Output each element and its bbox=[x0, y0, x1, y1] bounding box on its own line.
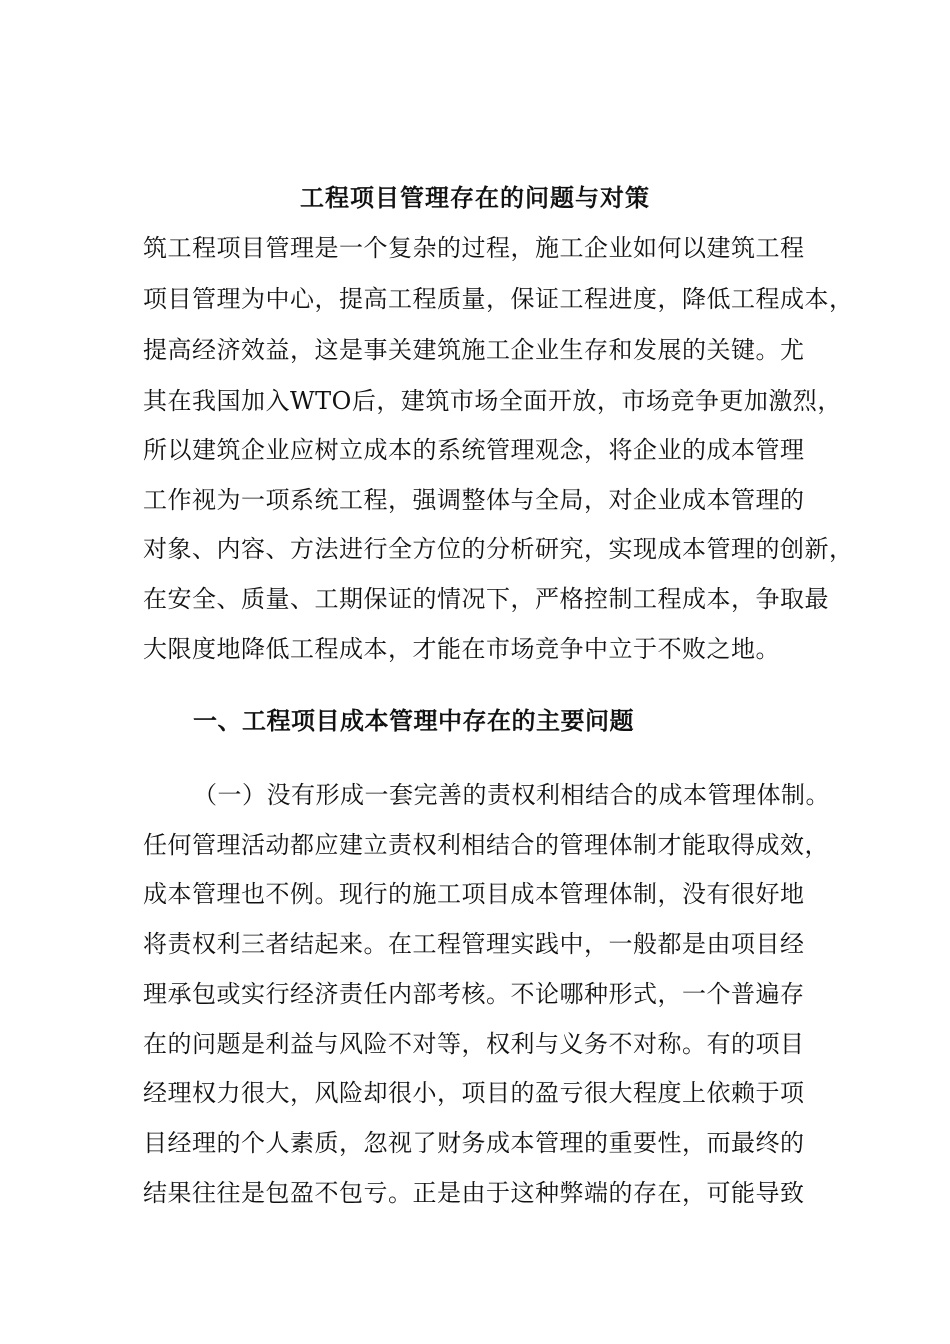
section-heading: 一、工程项目成本管理中存在的主要问题 bbox=[193, 706, 634, 735]
document-title: 工程项目管理存在的问题与对策 bbox=[300, 183, 650, 212]
section-line: 结果往往是包盈不包亏。正是由于这种弊端的存在，可能导致 bbox=[143, 1179, 805, 1207]
section-line: 在的问题是利益与风险不对等，权利与义务不对称。有的项目 bbox=[143, 1030, 805, 1058]
intro-line: 在安全、质量、工期保证的情况下，严格控制工程成本，争取最 bbox=[143, 585, 829, 613]
section-line: 理承包或实行经济责任内部考核。不论哪种形式，一个普遍存 bbox=[143, 980, 805, 1008]
intro-line: 对象、内容、方法进行全方位的分析研究，实现成本管理的创新， bbox=[143, 535, 854, 563]
section-line: 将责权利三者结起来。在工程管理实践中，一般都是由项目经 bbox=[143, 930, 805, 958]
section-line: （一）没有形成一套完善的责权利相结合的成本管理体制。 bbox=[193, 781, 830, 809]
section-line: 经理权力很大，风险却很小，项目的盈亏很大程度上依赖于项 bbox=[143, 1079, 805, 1107]
intro-line: 工作视为一项系统工程，强调整体与全局，对企业成本管理的 bbox=[143, 486, 805, 514]
section-line: 成本管理也不例。现行的施工项目成本管理体制，没有很好地 bbox=[143, 880, 805, 908]
intro-line: 所以建筑企业应树立成本的系统管理观念，将企业的成本管理 bbox=[143, 436, 805, 464]
intro-line: 其在我国加入WTO后，建筑市场全面开放，市场竞争更加激烈， bbox=[143, 387, 842, 415]
intro-line: 项目管理为中心，提高工程质量，保证工程进度，降低工程成本， bbox=[143, 285, 854, 313]
section-line: 任何管理活动都应建立责权利相结合的管理体制才能取得成效， bbox=[143, 831, 829, 859]
section-line: 目经理的个人素质，忽视了财务成本管理的重要性，而最终的 bbox=[143, 1129, 805, 1157]
intro-line: 筑工程项目管理是一个复杂的过程，施工企业如何以建筑工程 bbox=[143, 234, 805, 262]
intro-line: 大限度地降低工程成本，才能在市场竞争中立于不败之地。 bbox=[143, 635, 780, 663]
intro-line: 提高经济效益，这是事关建筑施工企业生存和发展的关键。尤 bbox=[143, 336, 805, 364]
